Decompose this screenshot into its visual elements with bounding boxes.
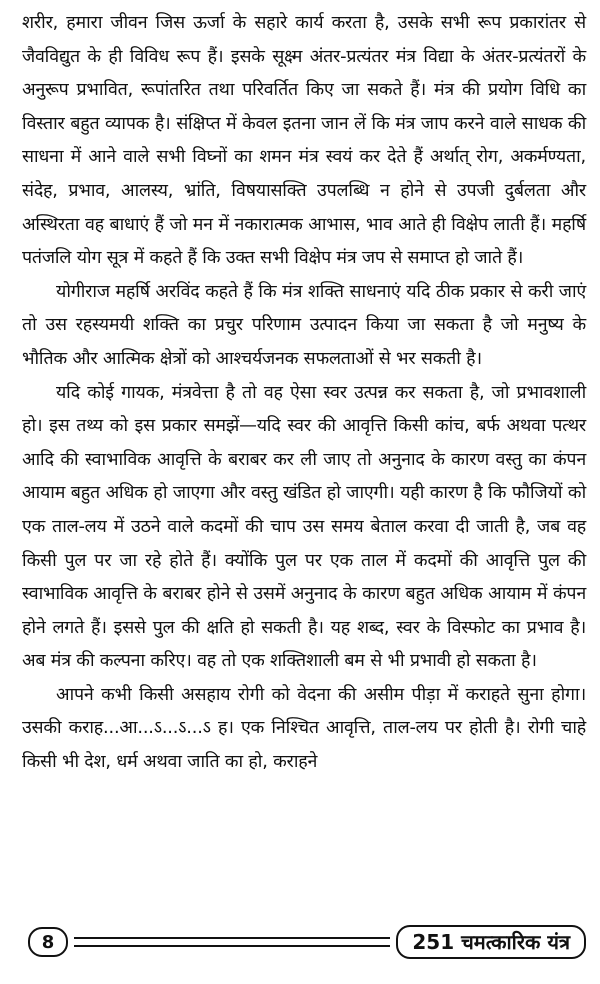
paragraph-4: आपने कभी किसी असहाय रोगी को वेदना की असीम पीड़ा में कराहते सुना होगा। उसकी कराह...आ...ऽ...ऽ...ऽ ह। एक निश्चित आवृत्ति, ताल-लय पर होती है। रोगी चाहे किसी भी देश, धर्म अथवा जाति का हो, कराहने	[22, 683, 586, 773]
page-footer	[28, 922, 586, 962]
footer-divider	[74, 937, 390, 947]
book-title: 251 चमत्कारिक यंत्र	[396, 925, 586, 959]
paragraph-2: योगीराज महर्षि अरविंद कहते हैं कि मंत्र शक्ति साधनाएं यदि ठीक प्रकार से करी जाएं तो उस रहस्यमयी शक्ति का प्रचुर परिणाम उत्पादन किया जा सकता है जो मनुष्य के भौतिक और आत्मिक क्षेत्रों को आश्चर्यजनक सफलताओं से भर सकती है।	[22, 280, 586, 369]
body-text	[22, 6, 586, 779]
paragraph-1: शरीर, हमारा जीवन जिस ऊर्जा के सहारे कार्य करता है, उसके सभी रूप प्रकारांतर से जैवविद्युत के ही विविध रूप हैं। इसके सूक्ष्म अंतर-प्रत्यंतर मंत्र विद्या के अंतर-प्रत्यंतरों के अनुरूप प्रभावित, रूपांतरित तथा परिवर्तित किए जा सकते हैं। मंत्र की प्रयोग विधि का विस्तार बहुत व्यापक है। संक्षिप्त में केवल इतना जान लें कि मंत्र जाप करने वाले साधक की साधना में आने वाले सभी विघ्नों का शमन मंत्र स्वयं कर देते हैं अर्थात् रोग, अकर्मण्यता, संदेह, प्रभाव, आलस्य, भ्रांति, विषयासक्ति उपलब्धि न होने से उपजी दुर्बलता और अस्थिरता वह बाधाएं हैं जो मन में नकारात्मक आभास, भाव आते ही विक्षेप लाती हैं। महर्षि पतंजलि योग सूत्र में कहते हैं कि उक्त सभी विक्षेप मंत्र जप से समाप्त हो जाते हैं।	[22, 12, 586, 269]
paragraph-3: यदि कोई गायक, मंत्रवेत्ता है तो वह ऐसा स्वर उत्पन्न कर सकता है, जो प्रभावशाली हो। इस तथ्य को इस प्रकार समझें—यदि स्वर की आवृत्ति किसी कांच, बर्फ अथवा पत्थर आदि की स्वाभाविक आवृत्ति के बराबर कर ली जाए तो अनुनाद के कारण वस्तु का कंपन आयाम बहुत अधिक हो जाएगा और वस्तु खंडित हो जाएगी। यही कारण है कि फौजियों को एक ताल-लय में उठने वाले कदमों की चाप उस समय बेताल करवा दी जाती है, जब वह किसी पुल पर जा रहे होते हैं। क्योंकि पुल पर एक ताल में कदमों की आवृत्ति पुल की स्वाभाविक आवृत्ति के बराबर होने से उसमें अनुनाद के कारण बहुत अधिक आयाम में कंपन होने लगते हैं। इससे पुल की क्षति हो सकती है। यह शब्द, स्वर के विस्फोट का प्रभाव है। अब मंत्र की कल्पना करिए। वह तो एक शक्तिशाली बम से भी प्रभावी हो सकता है।	[22, 381, 586, 672]
page-number: 8	[28, 927, 68, 957]
